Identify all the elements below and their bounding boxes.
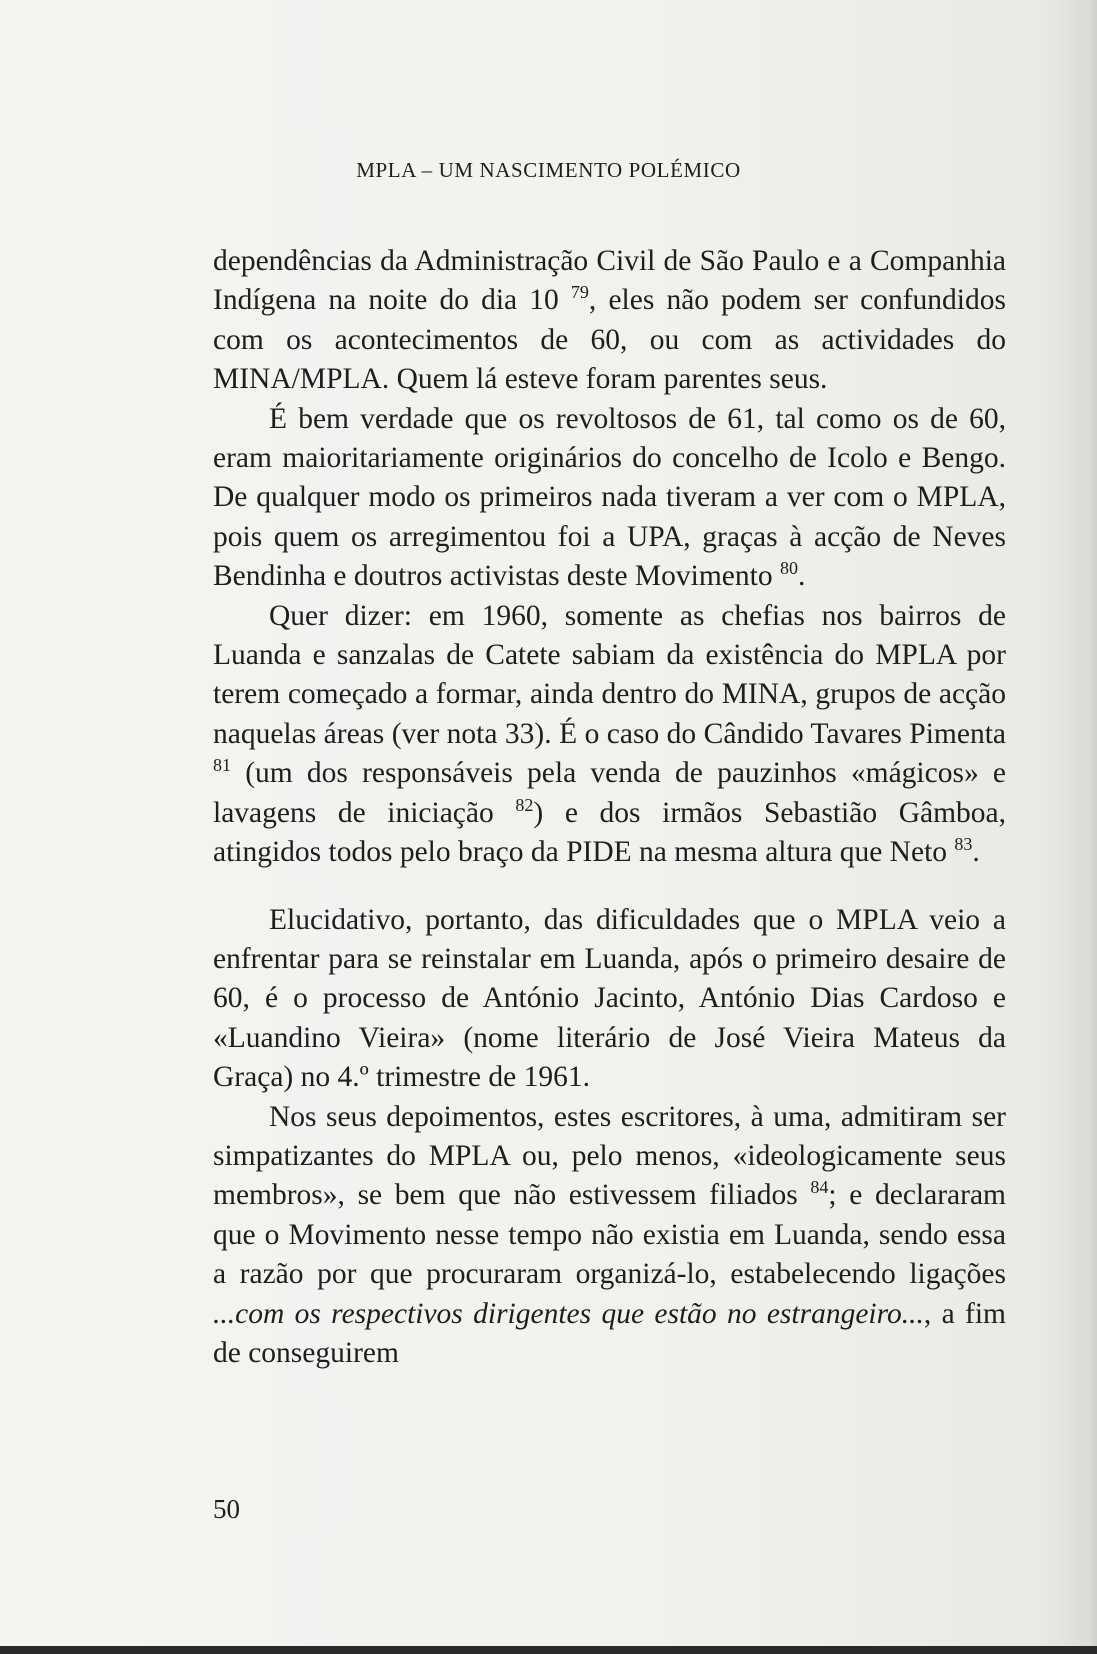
page-edge-shadow (1087, 0, 1097, 1654)
paragraph (213, 1098, 1006, 1374)
page-number: 50 (213, 1494, 240, 1524)
footnote-ref-80: 80 (779, 558, 798, 579)
running-header: MPLA – UM NASCIMENTO POLÉMICO (356, 158, 741, 182)
text-run: , a fim de conseguirem (213, 1297, 1007, 1369)
text-run: Elucidativo, portanto, das dificuldades que o MPLA veio a enfrentar para se reinstalar em Luanda, após o primeiro desaire de 60, é o processo de António Jacinto, António Dias Cardoso e «Luandino Vieira» (nome literário de José Vieira Mateus da Graça) no 4.º trimestre de 1961. (213, 903, 1006, 1094)
text-run: . (972, 836, 980, 869)
text-run: Quer dizer: em 1960, somente as chefias nos bairros de Luanda e sanzalas de Catete sabiam da existência do MPLA por terem começado a formar, ainda dentro do MINA, grupos de acção naquelas áreas (ver nota 33). É o caso do Cândido Tavares Pimenta (213, 599, 1006, 750)
body-text (213, 242, 1006, 1373)
footnote-ref-83: 83 (954, 834, 973, 855)
paragraph (213, 901, 1006, 1098)
text-run: ; e declararam que o Movimento nesse tempo não existia em Luanda, sendo essa a razão por que procuraram organizá-lo, estabelecendo ligações (213, 1179, 1007, 1291)
italic-quote: ...com os respectivos dirigentes que estão no estrangeiro... (213, 1297, 924, 1330)
paragraph (213, 400, 1006, 597)
footnote-ref-79: 79 (570, 282, 589, 303)
paragraph (213, 242, 1006, 400)
paragraph (213, 597, 1006, 873)
footnote-ref-82: 82 (515, 794, 534, 815)
text-run: , eles não podem ser confundidos com os acontecimentos de 60, ou com as actividades do MINA/MPLA. Quem lá esteve foram parentes seus. (213, 284, 1006, 396)
text-run: (um dos responsáveis pela venda de pauzinhos «mágicos» e lavagens de iniciação (213, 757, 1006, 829)
text-run: É bem verdade que os revoltosos de 61, tal como os de 60, eram maioritariamente originários do concelho de Icolo e Bengo. De qualquer modo os primeiros nada tiveram a ver com o MPLA, pois quem os arregimentou foi a UPA, graças à acção de Neves Bendinha e doutros activistas deste Movimento (213, 402, 1006, 593)
text-run: . (797, 560, 806, 593)
text-run: Nos seus depoimentos, estes escritores, à uma, admitiram ser simpatizantes do MPLA ou, pelo menos, «ideologicamente seus membros», se bem que não estivessem filiados (213, 1100, 1006, 1212)
footnote-ref-81: 81 (213, 755, 231, 776)
text-run: dependências da Administração Civil de São Paulo e a Companhia Indígena na noite do dia 10 (213, 245, 1006, 317)
scan-bottom-border (0, 1646, 1097, 1654)
text-run: ) e dos irmãos Sebastião Gâmboa, atingidos todos pelo braço da PIDE na mesma altura que Neto (213, 796, 1007, 869)
footnote-ref-84: 84 (810, 1177, 829, 1198)
